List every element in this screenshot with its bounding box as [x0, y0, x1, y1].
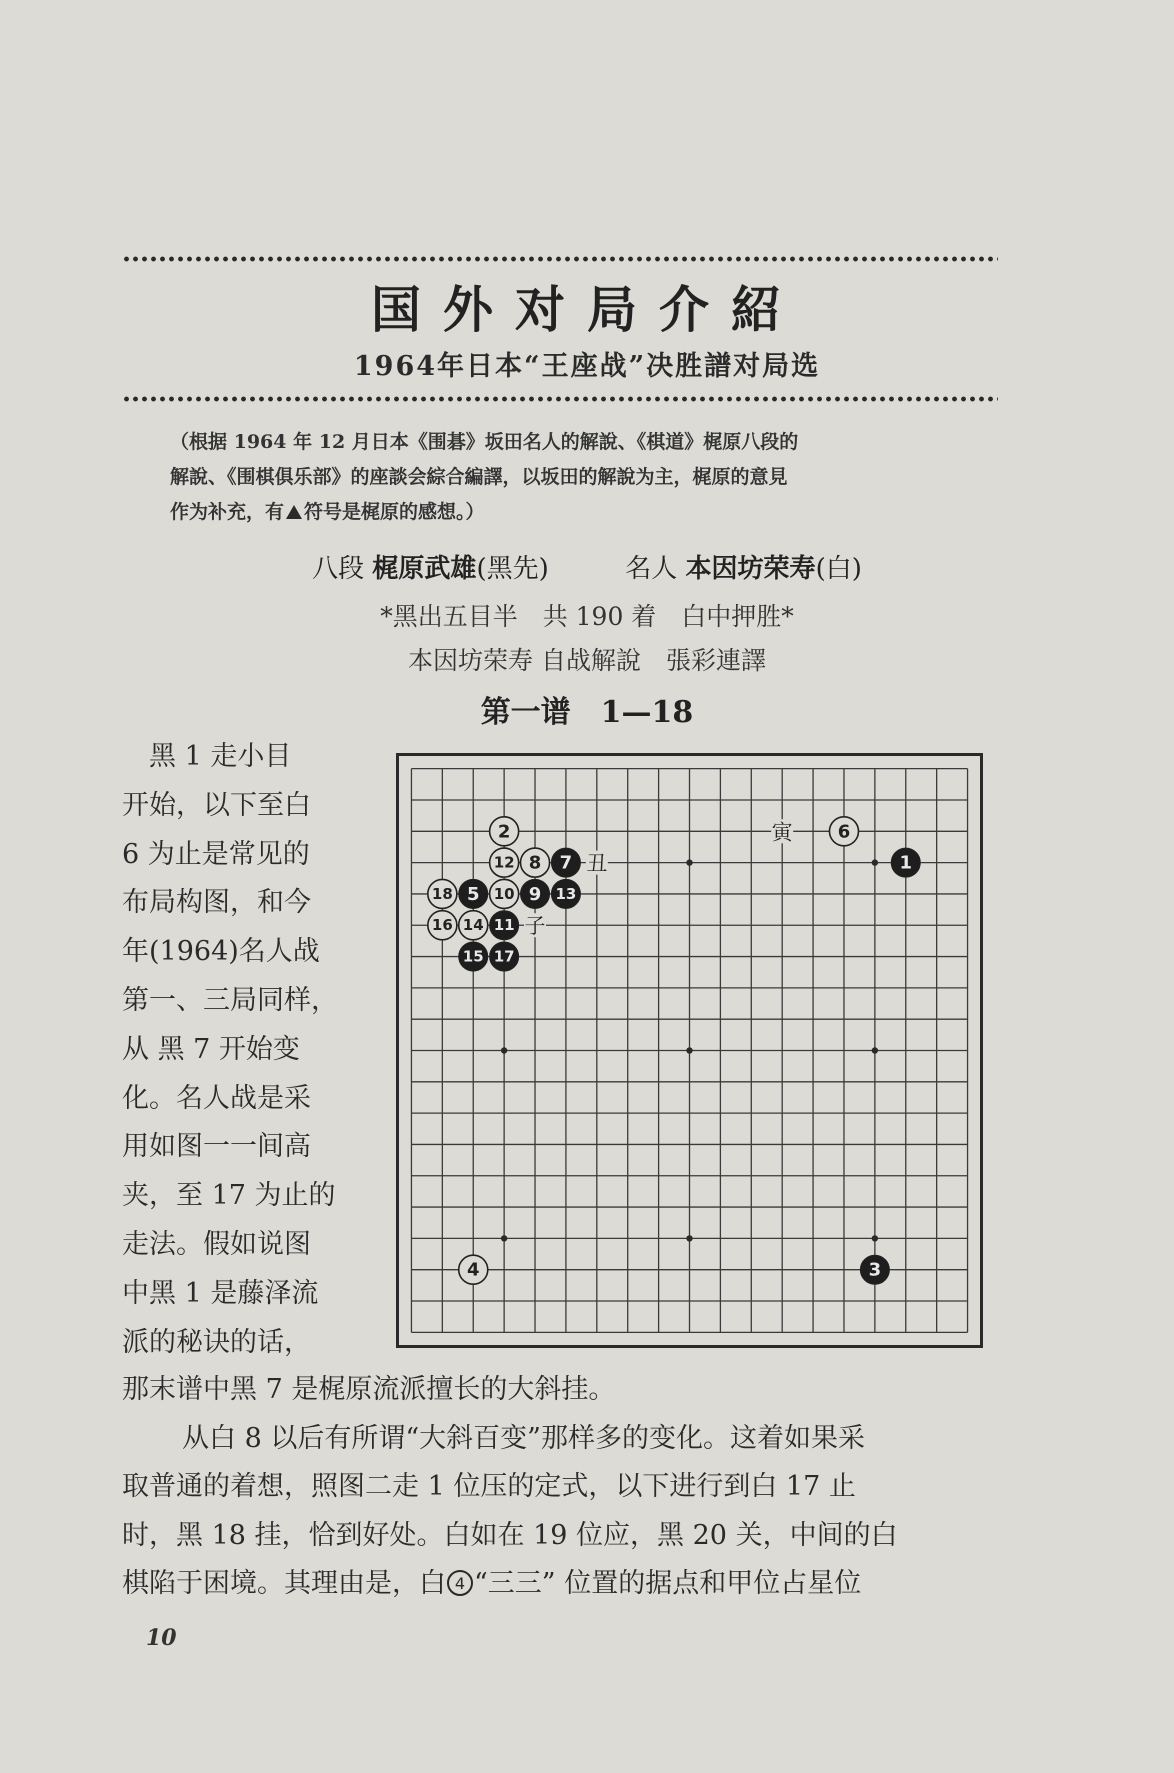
black-player-rank: 八段	[312, 554, 365, 584]
body-line: 从白 8 以后有所谓“大斜百变”那样多的变化。这着如果采	[182, 1422, 865, 1454]
black-player-side: (黑先)	[476, 554, 549, 584]
bottom-decorative-rule	[122, 395, 998, 403]
stone-number-1: 1	[899, 852, 913, 874]
stone-number-17: 17	[493, 947, 515, 966]
stone-number-16: 16	[431, 916, 453, 935]
commentary-line: 化。名人战是采	[122, 1082, 311, 1114]
commentary-line: 夹，至 17 为止的	[122, 1180, 336, 1212]
commentary-line: 中黑 1 是藤泽流	[122, 1277, 319, 1309]
position-label: 丑	[586, 851, 608, 876]
stone-number-13: 13	[555, 884, 577, 903]
star-point	[501, 1047, 507, 1053]
page-subtitle: 1964年日本“王座战”决胜譜对局选	[353, 351, 821, 382]
game-result: *黑出五目半 共 190 着 白中押胜*	[380, 602, 794, 631]
commentary-line: 6 为止是常见的	[122, 838, 310, 870]
star-point	[501, 1235, 507, 1241]
stone-number-3: 3	[868, 1259, 882, 1281]
players-line	[0, 548, 1174, 585]
star-point	[686, 1235, 692, 1241]
commentary-line: 从 黑 7 开始变	[122, 1033, 300, 1065]
top-decorative-rule	[122, 255, 998, 263]
star-point	[872, 1047, 878, 1053]
stone-number-10: 10	[493, 884, 515, 903]
body-text	[122, 1366, 998, 1609]
note-line-3-end: 符号是梶原的感想。）	[304, 501, 485, 523]
commentary-line: 布局构图，和今	[122, 887, 311, 919]
star-point	[872, 1235, 878, 1241]
circled-ref-number: 4	[454, 1574, 466, 1593]
page-number: 10	[146, 1625, 177, 1651]
position-label: 子	[524, 914, 546, 939]
stone-number-4: 4	[466, 1259, 480, 1281]
commentary-line: 走法。假如说图	[122, 1228, 311, 1260]
commentary-line: 黑 1 走小目	[122, 741, 292, 772]
stone-number-12: 12	[493, 853, 515, 872]
page-title: 国外对局介紹	[371, 280, 803, 339]
stone-number-2: 2	[497, 821, 511, 843]
note-line-3-start: 作为补充，有	[170, 501, 285, 523]
body-line	[122, 1560, 998, 1609]
black-player-name: 梶原武雄	[372, 554, 477, 584]
star-point	[686, 1047, 692, 1053]
stone-number-14: 14	[462, 916, 484, 935]
source-note	[170, 425, 960, 530]
stone-number-15: 15	[462, 947, 484, 966]
commentary-line: 年(1964)名人战	[122, 936, 320, 968]
stone-number-9: 9	[528, 883, 542, 905]
translation-credit: 本因坊荣寿 自战解說 張彩連譯	[408, 646, 766, 675]
white-player-side: (白)	[815, 554, 862, 584]
star-point	[872, 859, 878, 865]
body-line-end: “三三” 位置的据点和甲位占星位	[474, 1568, 862, 1599]
go-board-diagram	[396, 753, 983, 1348]
note-line-3	[170, 495, 960, 530]
commentary-line: 第一、三局同样，	[122, 984, 338, 1016]
triangle-symbol-icon	[286, 505, 302, 519]
note-line-2: 解說、《围棋俱乐部》的座談会綜合編譯，以坂田的解說为主，梶原的意見	[170, 466, 788, 488]
body-line-start: 棋陷于困境。其理由是，白	[122, 1568, 446, 1599]
stone-number-7: 7	[559, 852, 573, 874]
commentary-line: 用如图一一间高	[122, 1131, 311, 1163]
diagram-title: 第一谱 1—18	[480, 695, 694, 730]
white-player-name: 本因坊荣寿	[685, 554, 816, 584]
stone-number-8: 8	[528, 852, 542, 874]
white-player-rank: 名人	[625, 554, 678, 584]
circled-triangle-icon	[446, 1569, 474, 1597]
stone-number-6: 6	[837, 821, 851, 843]
body-line: 时，黑 18 挂，恰到好处。白如在 19 位应，黑 20 关，中间的白	[122, 1519, 898, 1551]
body-line: 那末谱中黑 7 是梶原流派擅长的大斜挂。	[122, 1374, 616, 1405]
note-line-1: （根据 1964 年 12 月日本《围碁》坂田名人的解說、《棋道》梶原八段的	[170, 431, 799, 453]
stone-number-11: 11	[493, 916, 515, 935]
stone-number-18: 18	[431, 884, 453, 903]
commentary-line: 开始，以下至白	[122, 789, 311, 821]
star-point	[686, 859, 692, 865]
body-line: 取普通的着想，照图二走 1 位压的定式，以下进行到白 17 止	[122, 1471, 856, 1502]
go-board-svg	[396, 753, 983, 1348]
commentary-line: 派的秘诀的话，	[122, 1326, 311, 1358]
commentary-column	[122, 733, 350, 1367]
stone-number-5: 5	[466, 883, 480, 905]
position-label: 寅	[771, 820, 793, 845]
